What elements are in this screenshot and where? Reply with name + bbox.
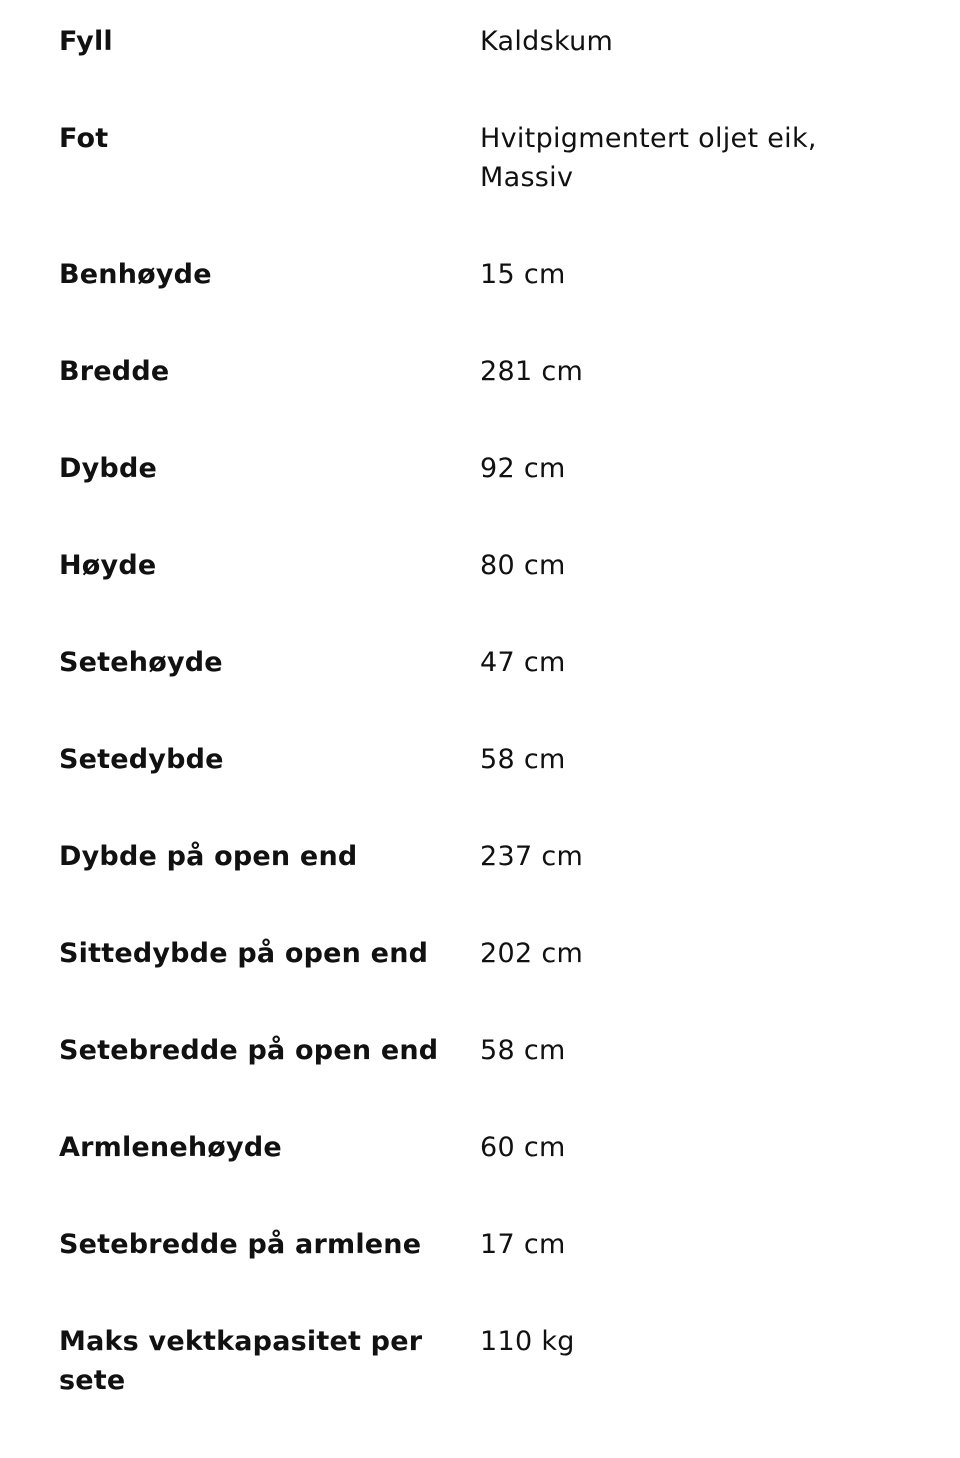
spec-label: Fyll xyxy=(59,26,113,57)
spec-row-fyll xyxy=(59,22,919,61)
spec-label: Maks vektkapasitet per sete xyxy=(59,1326,423,1396)
spec-row-setebredde-armlene xyxy=(59,1225,919,1264)
spec-value: 58 cm xyxy=(480,744,566,775)
spec-row-benhoyde xyxy=(59,255,919,294)
spec-label: Setebredde på open end xyxy=(59,1035,439,1066)
spec-row-setedybde xyxy=(59,740,919,779)
spec-value: 47 cm xyxy=(480,647,566,678)
spec-row-setehoyde xyxy=(59,643,919,682)
spec-row-bredde xyxy=(59,352,919,391)
spec-row-dybde xyxy=(59,449,919,488)
spec-row-armlenehoyde xyxy=(59,1128,919,1167)
spec-value: 17 cm xyxy=(480,1229,566,1260)
spec-label: Benhøyde xyxy=(59,259,212,290)
spec-value: Hvitpigmentert oljet eik, Massiv xyxy=(480,123,817,193)
spec-row-setebredde-open-end xyxy=(59,1031,919,1070)
spec-value: 92 cm xyxy=(480,453,566,484)
spec-label: Setedybde xyxy=(59,744,224,775)
spec-value: 58 cm xyxy=(480,1035,566,1066)
spec-value: 237 cm xyxy=(480,841,584,872)
spec-label: Sittedybde på open end xyxy=(59,938,429,969)
spec-row-sittedybde-open-end xyxy=(59,934,919,973)
spec-value: 281 cm xyxy=(480,356,584,387)
spec-label: Dybde på open end xyxy=(59,841,358,872)
spec-value: 80 cm xyxy=(480,550,566,581)
spec-value: Kaldskum xyxy=(480,26,614,57)
spec-value: 15 cm xyxy=(480,259,566,290)
spec-label: Dybde xyxy=(59,453,157,484)
spec-row-maks-vektkapasitet xyxy=(59,1322,919,1400)
spec-value: 110 kg xyxy=(480,1326,575,1357)
product-spec-table xyxy=(59,22,919,1458)
spec-row-dybde-open-end xyxy=(59,837,919,876)
spec-row-fot xyxy=(59,119,919,197)
spec-label: Fot xyxy=(59,123,109,154)
spec-value: 60 cm xyxy=(480,1132,566,1163)
spec-value: 202 cm xyxy=(480,938,584,969)
spec-label: Armlenehøyde xyxy=(59,1132,282,1163)
spec-label: Setebredde på armlene xyxy=(59,1229,422,1260)
spec-row-hoyde xyxy=(59,546,919,585)
spec-label: Setehøyde xyxy=(59,647,223,678)
spec-label: Høyde xyxy=(59,550,157,581)
spec-label: Bredde xyxy=(59,356,170,387)
